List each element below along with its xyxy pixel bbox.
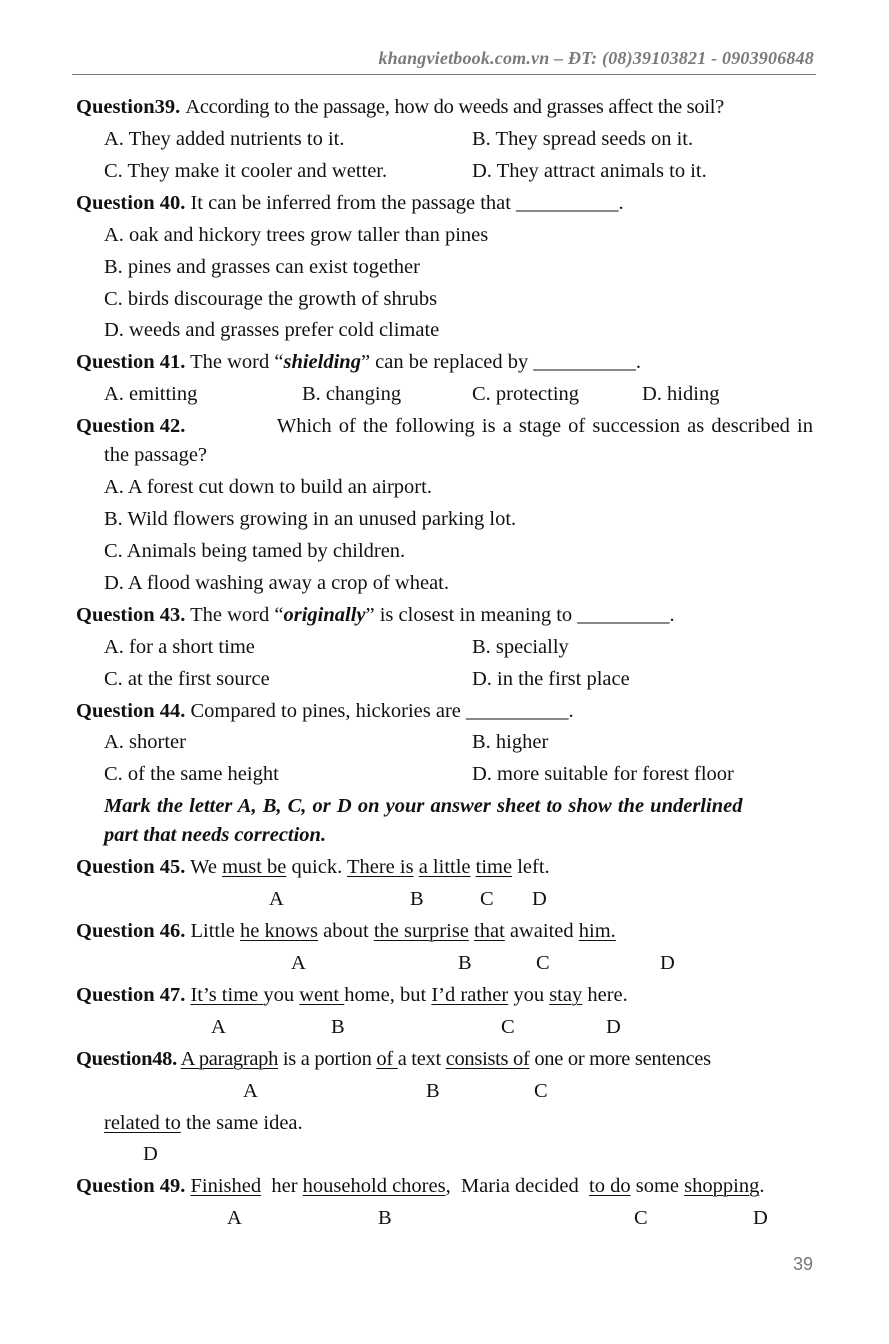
option-b: B. pines and grasses can exist together [104, 256, 420, 278]
question-44 [76, 697, 574, 725]
question-label: Question 41. [76, 351, 186, 373]
underlined-c: I’d rather [431, 984, 509, 1006]
letter-a: A [291, 952, 306, 974]
question-label: Question 44. [76, 700, 186, 722]
underlined-b: There is [346, 856, 414, 878]
underlined-b: went [299, 984, 345, 1006]
question-46 [76, 917, 616, 945]
option-d: D. more suitable for forest floor [472, 763, 734, 785]
letter-c: C [501, 1016, 515, 1038]
question-label: Question 40. [76, 192, 186, 214]
letter-d: D [606, 1016, 621, 1038]
underlined-b: of [376, 1048, 398, 1070]
stem-post: ” can be replaced by __________. [360, 351, 642, 373]
letter-c: C [634, 1207, 648, 1229]
underlined-c: a little [418, 856, 471, 878]
letter-c: C [480, 888, 494, 910]
question-41 [76, 348, 641, 376]
question-label: Question48. [76, 1048, 177, 1070]
question-stem: It can be inferred from the passage that __________. [190, 192, 624, 214]
header-text: khangvietbook.com.vn – ĐT: (08)39103821 - 0903906848 [378, 48, 814, 68]
text: some [630, 1175, 685, 1197]
option-d: D. hiding [642, 383, 720, 405]
option-a: A. shorter [104, 731, 186, 753]
underlined-a: he knows [240, 920, 319, 942]
option-c: C. protecting [472, 383, 580, 405]
text: about [318, 920, 374, 942]
question-stem: According to the passage, how do weeds and grasses affect the soil? [185, 96, 724, 118]
text: one or more sentences [529, 1048, 711, 1070]
question-49 [76, 1172, 764, 1200]
option-a: A. emitting [104, 383, 198, 405]
option-d: D. They attract animals to it. [472, 160, 707, 182]
question-43 [76, 601, 675, 629]
letter-d: D [753, 1207, 768, 1229]
question-label: Question 45. [76, 856, 186, 878]
letter-b: B [378, 1207, 392, 1229]
question-stem: Which of the following is a stage of succession as described in [276, 415, 813, 437]
text: you [263, 984, 300, 1006]
keyword: shielding [283, 351, 361, 373]
option-d: D. A flood washing away a crop of wheat. [104, 572, 449, 594]
question-48-continued [104, 1109, 303, 1137]
question-label: Question39. [76, 96, 181, 118]
text: Little [190, 920, 241, 942]
text: home, but [344, 984, 432, 1006]
question-stem-continued: the passage? [104, 444, 208, 466]
underlined-a: A paragraph [180, 1048, 279, 1070]
option-c: C. at the first source [104, 668, 270, 690]
stem-pre: The word “ [190, 604, 284, 626]
option-b: B. higher [472, 731, 549, 753]
underlined-d: him. [578, 920, 616, 942]
option-c: C. Animals being tamed by children. [104, 540, 406, 562]
option-b: B. They spread seeds on it. [472, 128, 694, 150]
question-39 [76, 93, 724, 121]
text: you [508, 984, 550, 1006]
option-c: C. of the same height [104, 763, 279, 785]
question-label: Question 47. [76, 984, 186, 1006]
underlined-d: related to [104, 1112, 181, 1134]
question-40 [76, 189, 624, 217]
option-c: C. They make it cooler and wetter. [104, 160, 388, 182]
underlined-b: household chores [302, 1175, 446, 1197]
letter-d: D [660, 952, 675, 974]
underlined-a: Finished [190, 1175, 262, 1197]
underlined-c: that [474, 920, 505, 942]
question-48 [76, 1045, 711, 1073]
option-b: B. specially [472, 636, 569, 658]
option-d: D. in the first place [472, 668, 630, 690]
instruction-line-1: Mark the letter A, B, C, or D on your answer sheet to show the underlined [104, 795, 743, 817]
option-a: A. They added nutrients to it. [104, 128, 345, 150]
letter-b: B [331, 1016, 345, 1038]
option-c: C. birds discourage the growth of shrubs [104, 288, 438, 310]
question-47 [76, 981, 628, 1009]
letter-b: B [426, 1080, 440, 1102]
letter-d: D [532, 888, 547, 910]
option-d: D. weeds and grasses prefer cold climate [104, 319, 440, 341]
page-number: 39 [792, 1254, 813, 1274]
letter-a: A [269, 888, 284, 910]
text: awaited [504, 920, 579, 942]
text: here. [582, 984, 628, 1006]
letter-b: B [410, 888, 424, 910]
text: . [759, 1175, 765, 1197]
underlined-a: must be [222, 856, 287, 878]
text: a text [397, 1048, 446, 1070]
text: left. [512, 856, 550, 878]
letter-c: C [536, 952, 550, 974]
question-label: Question 42. [76, 415, 186, 437]
option-a: A. A forest cut down to build an airport. [104, 476, 432, 498]
underlined-d: stay [549, 984, 583, 1006]
text: quick. [286, 856, 347, 878]
underlined-a: It’s time [190, 984, 264, 1006]
option-a: A. oak and hickory trees grow taller than pines [104, 224, 489, 246]
option-b: B. changing [302, 383, 402, 405]
underlined-b: the surprise [373, 920, 469, 942]
letter-a: A [211, 1016, 226, 1038]
option-b: B. Wild flowers growing in an unused parking lot. [104, 508, 517, 530]
instruction-line-2: part that needs correction. [104, 824, 327, 846]
underlined-c: to do [589, 1175, 631, 1197]
text: the same idea. [180, 1112, 303, 1134]
question-label: Question 46. [76, 920, 186, 942]
question-stem: Compared to pines, hickories are __________. [190, 700, 574, 722]
question-42 [76, 412, 813, 440]
question-label: Question 43. [76, 604, 186, 626]
option-a: A. for a short time [104, 636, 255, 658]
keyword: originally [283, 604, 366, 626]
letter-a: A [227, 1207, 242, 1229]
text: is a portion [278, 1048, 377, 1070]
letter-d: D [143, 1143, 158, 1165]
page-header [72, 44, 816, 75]
underlined-d: shopping [684, 1175, 760, 1197]
text: her [261, 1175, 303, 1197]
letter-a: A [243, 1080, 258, 1102]
underlined-c: consists of [445, 1048, 530, 1070]
stem-post: ” is closest in meaning to _________. [365, 604, 675, 626]
letter-b: B [458, 952, 472, 974]
text: We [190, 856, 223, 878]
letter-c: C [534, 1080, 548, 1102]
question-label: Question 49. [76, 1175, 186, 1197]
underlined-d: time [475, 856, 513, 878]
text: , Maria decided [445, 1175, 590, 1197]
question-45 [76, 853, 550, 881]
stem-pre: The word “ [190, 351, 284, 373]
